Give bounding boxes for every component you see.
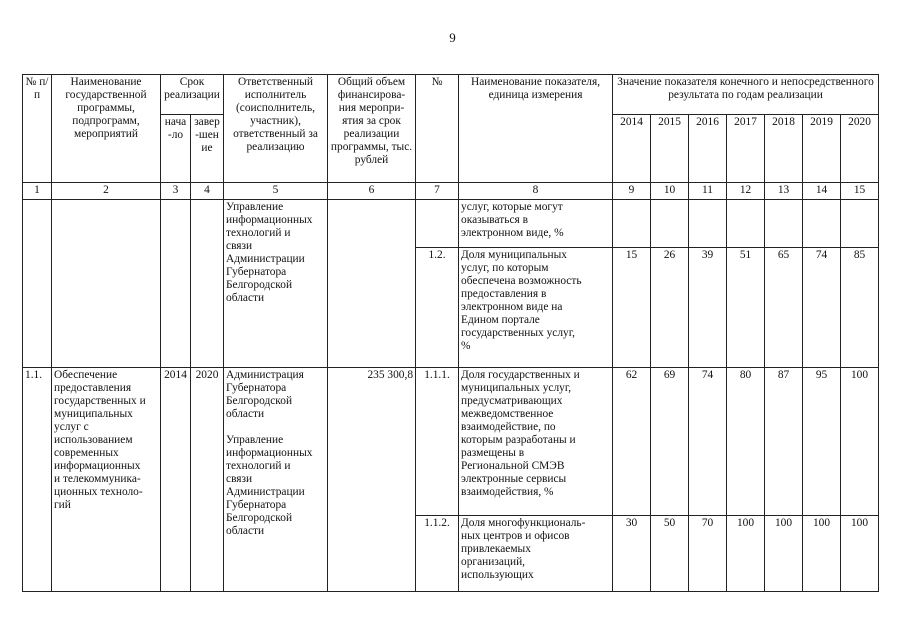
row-program-name: Обеспечение предоставления государственных и муниципальных услуг с использованием современных информационных и телекоммуника- ционных техноло- гий xyxy=(52,368,161,592)
column-number: 14 xyxy=(803,183,841,200)
indicator-name: услуг, которые могут оказываться в электронном виде, % xyxy=(459,200,613,248)
indicator-number xyxy=(416,200,459,248)
indicator-value: 80 xyxy=(727,368,765,516)
row-term-end: 2020 xyxy=(191,368,224,592)
column-number: 15 xyxy=(841,183,879,200)
indicator-value: 26 xyxy=(651,248,689,368)
table-row xyxy=(23,200,879,248)
indicator-number: 1.2. xyxy=(416,248,459,368)
row-responsible: Управление информационных технологий и связи Администрации Губернатора Белгородской области xyxy=(224,200,328,368)
indicator-value: 87 xyxy=(765,368,803,516)
indicator-value: 15 xyxy=(613,248,651,368)
column-number: 4 xyxy=(191,183,224,200)
indicator-value: 85 xyxy=(841,248,879,368)
indicator-value xyxy=(651,200,689,248)
header-number: № п/п xyxy=(23,75,52,183)
indicator-value: 74 xyxy=(803,248,841,368)
header-year: 2018 xyxy=(765,115,803,183)
indicator-value: 50 xyxy=(651,516,689,592)
indicator-value xyxy=(613,200,651,248)
column-number: 12 xyxy=(727,183,765,200)
indicator-value: 39 xyxy=(689,248,727,368)
indicator-value: 30 xyxy=(613,516,651,592)
header-year: 2020 xyxy=(841,115,879,183)
indicator-value: 74 xyxy=(689,368,727,516)
column-number: 7 xyxy=(416,183,459,200)
column-number: 5 xyxy=(224,183,328,200)
row-program-name xyxy=(52,200,161,368)
table-row xyxy=(23,368,879,516)
indicator-value: 100 xyxy=(727,516,765,592)
indicator-number: 1.1.1. xyxy=(416,368,459,516)
indicator-name: Доля государственных и муниципальных услуг, предусматривающих межведомственное взаимодействие, по которым разработаны и размещены в Региональной СМЭВ электронные сервисы взаимодействия, % xyxy=(459,368,613,516)
header-year: 2016 xyxy=(689,115,727,183)
header-year: 2019 xyxy=(803,115,841,183)
indicator-value xyxy=(765,200,803,248)
indicator-value xyxy=(841,200,879,248)
header-term-end: завер-шение xyxy=(191,115,224,183)
indicator-value: 51 xyxy=(727,248,765,368)
indicator-value xyxy=(727,200,765,248)
program-table xyxy=(22,74,879,592)
row-finance xyxy=(328,200,416,368)
column-number: 11 xyxy=(689,183,727,200)
header-responsible: Ответственный исполнитель (соисполнитель, участник), ответственный за реализацию xyxy=(224,75,328,183)
header-term-start: нача-ло xyxy=(161,115,191,183)
indicator-name: Доля муниципальных услуг, по которым обеспечена возможность предоставления в электронном виде на Едином портале государственных услуг, % xyxy=(459,248,613,368)
row-number: 1.1. xyxy=(23,368,52,592)
header-indicator-number: № xyxy=(416,75,459,183)
row-term-start xyxy=(161,200,191,368)
indicator-value: 100 xyxy=(765,516,803,592)
header-year: 2017 xyxy=(727,115,765,183)
header-indicator-name: Наименование показателя, единица измерения xyxy=(459,75,613,183)
column-number: 1 xyxy=(23,183,52,200)
row-responsible: Администрация Губернатора Белгородской области Управление информационных технологий и связи Администрации Губернатора Белгородской области xyxy=(224,368,328,592)
indicator-value: 95 xyxy=(803,368,841,516)
column-number: 6 xyxy=(328,183,416,200)
row-term-end xyxy=(191,200,224,368)
indicator-value: 100 xyxy=(803,516,841,592)
indicator-value: 62 xyxy=(613,368,651,516)
header-values-title: Значение показателя конечного и непосредственного результата по годам реализации xyxy=(613,75,879,115)
header-program-name: Наименование государственной программы, подпрограмм, мероприятий xyxy=(52,75,161,183)
indicator-name: Доля многофункциональ- ных центров и офисов привлекаемых организаций, использующих xyxy=(459,516,613,592)
header-year: 2014 xyxy=(613,115,651,183)
indicator-value xyxy=(803,200,841,248)
row-number xyxy=(23,200,52,368)
header-finance: Общий объем финансирова-ния меропри-ятия за срок реализации программы, тыс. рублей xyxy=(328,75,416,183)
column-number: 13 xyxy=(765,183,803,200)
indicator-value: 70 xyxy=(689,516,727,592)
indicator-value: 100 xyxy=(841,516,879,592)
row-finance: 235 300,8 xyxy=(328,368,416,592)
column-number: 8 xyxy=(459,183,613,200)
indicator-value xyxy=(689,200,727,248)
indicator-value: 69 xyxy=(651,368,689,516)
column-number: 9 xyxy=(613,183,651,200)
header-year: 2015 xyxy=(651,115,689,183)
page-number: 9 xyxy=(449,30,456,45)
indicator-value: 100 xyxy=(841,368,879,516)
header-term: Срок реализации xyxy=(161,75,224,115)
indicator-value: 65 xyxy=(765,248,803,368)
column-number-row xyxy=(23,183,879,200)
column-number: 10 xyxy=(651,183,689,200)
row-term-start: 2014 xyxy=(161,368,191,592)
indicator-number: 1.1.2. xyxy=(416,516,459,592)
column-number: 3 xyxy=(161,183,191,200)
column-number: 2 xyxy=(52,183,161,200)
